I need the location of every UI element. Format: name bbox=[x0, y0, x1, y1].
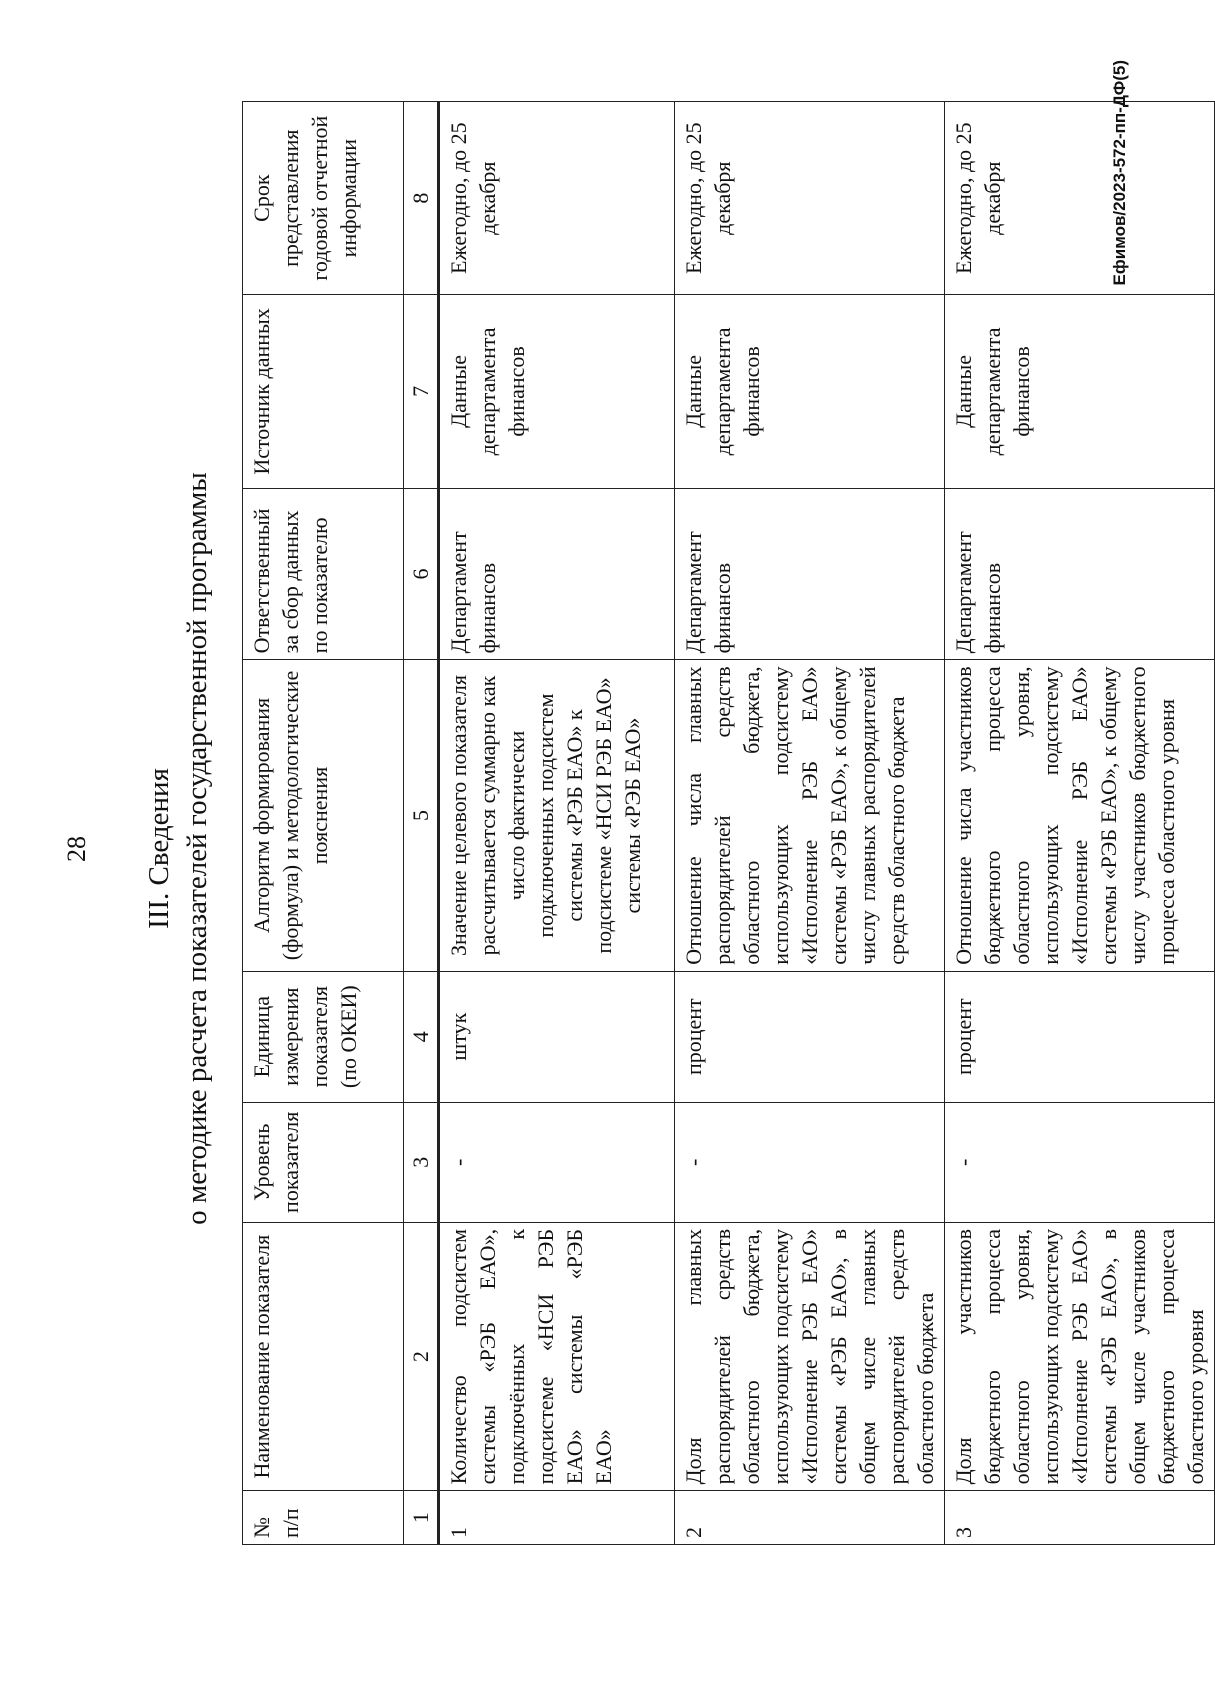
section-subtitle: о методике расчета показателей государственной программы bbox=[181, 472, 213, 1225]
column-number: 2 bbox=[404, 1222, 439, 1490]
indicators-methodology-table bbox=[242, 101, 1215, 1545]
indicator-deadline: Ежегодно, до 25 декабря bbox=[675, 102, 945, 295]
column-number: 5 bbox=[404, 660, 439, 971]
indicator-unit: процент bbox=[675, 971, 945, 1102]
indicator-source: Данные департамента финансов bbox=[675, 295, 945, 488]
column-number: 6 bbox=[404, 488, 439, 660]
indicator-responsible: Департамент финансов bbox=[439, 488, 675, 660]
indicator-source: Данные департамента финансов bbox=[945, 295, 1215, 488]
column-number: 1 bbox=[404, 1491, 439, 1545]
header-cell: Единица измерения показателя (по ОКЕИ) bbox=[243, 971, 404, 1102]
header-cell: Ответственный за сбор данных по показателю bbox=[243, 488, 404, 660]
indicator-level: - bbox=[439, 1102, 675, 1222]
indicator-unit: процент bbox=[945, 971, 1215, 1102]
column-number: 4 bbox=[404, 971, 439, 1102]
section-title: III. Сведения bbox=[143, 768, 175, 929]
header-cell: № п/п bbox=[243, 1491, 404, 1545]
table-row bbox=[945, 102, 1215, 1545]
indicator-algorithm: Отношение числа участников бюджетного процесса областного уровня, использующих подсистему «Исполнение РЭБ ЕАО» системы «РЭБ ЕАО», к общему числу участников бюджетного процесса областного уровня bbox=[945, 660, 1215, 971]
column-number: 7 bbox=[404, 295, 439, 488]
indicator-name: Количество подсистем системы «РЭБ ЕАО», подключённых к подсистеме «НСИ РЭБ ЕАО» системы «РЭБ ЕАО» bbox=[439, 1222, 675, 1490]
row-number: 3 bbox=[945, 1491, 1215, 1545]
indicator-responsible: Департамент финансов bbox=[675, 488, 945, 660]
column-number: 3 bbox=[404, 1102, 439, 1222]
document-code: Ефимов/2023-572-пп-ДФ(5) bbox=[1110, 60, 1129, 286]
table-row bbox=[439, 102, 675, 1545]
indicator-name: Доля главных распорядителей средств областного бюджета, использующих подсистему «Исполнение РЭБ ЕАО» системы «РЭБ ЕАО», в общем числе главных распорядителей средств областного бюджета bbox=[675, 1222, 945, 1490]
indicator-deadline: Ежегодно, до 25 декабря bbox=[439, 102, 675, 295]
header-cell: Алгоритм формирования (формула) и методологические пояснения bbox=[243, 660, 404, 971]
indicator-algorithm: Отношение числа главных распорядителей средств областного бюджета, использующих подсистему «Исполнение РЭБ ЕАО» системы «РЭБ ЕАО», к общему числу главных распорядителей средств областного бюджета bbox=[675, 660, 945, 971]
page-number: 28 bbox=[62, 836, 91, 862]
header-cell: Уровень показателя bbox=[243, 1102, 404, 1222]
header-cell: Наименование показателя bbox=[243, 1222, 404, 1490]
column-number-row bbox=[404, 102, 439, 1545]
row-number: 1 bbox=[439, 1491, 675, 1545]
header-cell: Источник данных bbox=[243, 295, 404, 488]
indicator-deadline: Ежегодно, до 25 декабря bbox=[945, 102, 1215, 295]
indicator-level: - bbox=[675, 1102, 945, 1222]
header-cell: Срок представления годовой отчетной информации bbox=[243, 102, 404, 295]
table-row bbox=[675, 102, 945, 1545]
indicator-source: Данные департамента финансов bbox=[439, 295, 675, 488]
row-number: 2 bbox=[675, 1491, 945, 1545]
indicator-level: - bbox=[945, 1102, 1215, 1222]
column-number: 8 bbox=[404, 102, 439, 295]
indicator-unit: штук bbox=[439, 971, 675, 1102]
indicator-name: Доля участников бюджетного процесса областного уровня, использующих подсистему «Исполнение РЭБ ЕАО» системы «РЭБ ЕАО», в общем числе участников бюджетного процесса областного уровня bbox=[945, 1222, 1215, 1490]
table-header-row bbox=[243, 102, 404, 1545]
indicator-algorithm: Значение целевого показателя рассчитывается суммарно как число фактически подключенных подсистем системы «РЭБ ЕАО» к подсистеме «НСИ РЭБ ЕАО» системы «РЭБ ЕАО» bbox=[439, 660, 675, 971]
indicator-responsible: Департамент финансов bbox=[945, 488, 1215, 660]
